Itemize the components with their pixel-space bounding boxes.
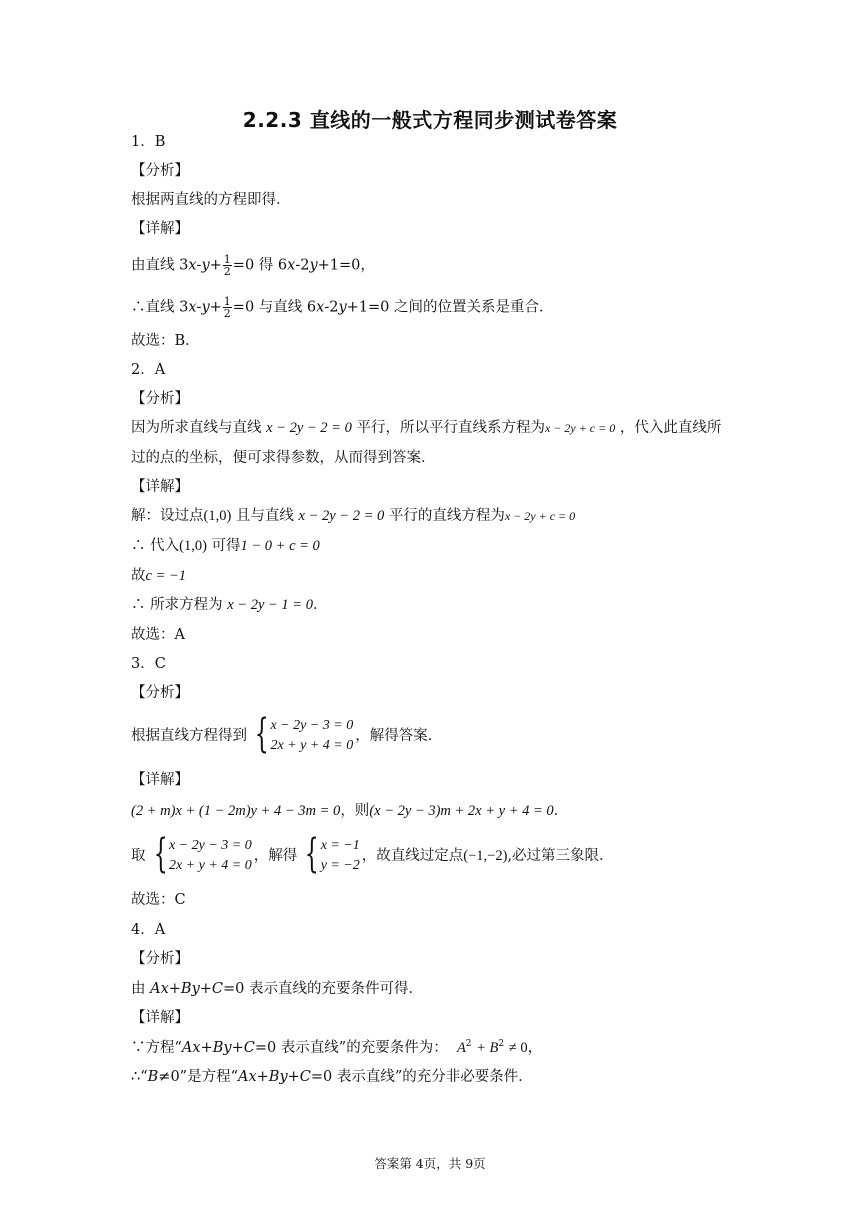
q3-detail-line2: 取 { x − 2y − 3 = 0 2x + y + 4 = 0 ，解得 { x = −1 y = −2 ，故直线过定点(−1,−2),必过第三象限． bbox=[131, 831, 614, 877]
q4-detail-label: 【详解】 bbox=[131, 1010, 189, 1026]
fraction-one-half: $\frac{1}{2}$ bbox=[223, 295, 231, 320]
q2-analysis-line1: 因为所求直线与直线 x − 2y − 2 = 0 平行，所以平行直线系方程为x − 2y + c = 0 ，代入此直线所 bbox=[131, 420, 722, 436]
q1-analysis-text: 根据两直线的方程即得． bbox=[131, 192, 291, 208]
q2-answer: 2．A bbox=[131, 362, 166, 378]
q3-detail-label: 【详解】 bbox=[131, 772, 189, 788]
q4-detail-line2: ∴“B≠0”是方程“Ax+By+C=0 表示直线”的充分非必要条件． bbox=[131, 1069, 533, 1085]
q1-analysis-label: 【分析】 bbox=[131, 163, 189, 179]
q2-detail-line3: 故c = −1 bbox=[131, 568, 187, 584]
page-footer: 答案第 4页，共 9页 bbox=[374, 1156, 486, 1171]
q2-detail-line1: 解：设过点(1,0) 且与直线 x − 2y − 2 = 0 平行的直线方程为x − 2y + c = 0 bbox=[131, 508, 576, 524]
q4-analysis-label: 【分析】 bbox=[131, 951, 189, 967]
q4-analysis-text: 由 Ax+By+C=0 表示直线的充要条件可得． bbox=[131, 981, 423, 997]
q1-choice: 故选：B． bbox=[131, 333, 200, 349]
page-title: 2.2.3 直线的一般式方程同步测试卷答案 bbox=[242, 108, 618, 132]
fraction-one-half: $\frac{1}{2}$ bbox=[223, 253, 231, 278]
q3-analysis-line: 根据直线方程得到 { x − 2y − 3 = 0 2x + y + 4 = 0 ，解得答案． bbox=[131, 711, 443, 757]
q2-analysis-label: 【分析】 bbox=[131, 391, 189, 407]
q2-detail-line4: ∴ 所求方程为 x − 2y − 1 = 0． bbox=[131, 597, 328, 613]
q2-choice: 故选：A bbox=[131, 627, 185, 643]
q2-detail-label: 【详解】 bbox=[131, 479, 189, 495]
q4-answer: 4．A bbox=[131, 922, 166, 938]
solution-system: { x = −1 y = −2 bbox=[304, 831, 360, 877]
equation-system: { x − 2y − 3 = 0 2x + y + 4 = 0 bbox=[254, 711, 354, 757]
q2-analysis-line2: 过的点的坐标，便可求得参数，从而得到答案． bbox=[131, 450, 436, 466]
q3-answer: 3．C bbox=[131, 656, 166, 672]
q3-detail-line1: (2 + m)x + (1 − 2m)y + 4 − 3m = 0，则(x − 2y − 3)m + 2x + y + 4 = 0． bbox=[131, 803, 569, 819]
q1-detail-line2: ∴直线 3x-y+ $\frac{1}{2}$ =0 与直线 6x-2y+1=0 之间的位置关系是重合． bbox=[131, 295, 554, 320]
q3-choice: 故选：C bbox=[131, 892, 186, 908]
q2-detail-line2: ∴ 代入(1,0) 可得1 − 0 + c = 0 bbox=[131, 538, 320, 554]
q3-analysis-label: 【分析】 bbox=[131, 685, 189, 701]
q1-detail-label: 【详解】 bbox=[131, 221, 189, 237]
q1-answer: 1．B bbox=[131, 134, 166, 150]
q4-detail-line1: ∵方程“Ax+By+C=0 表示直线”的充要条件为： $A^2 + B^2 \ne 0$， bbox=[131, 1039, 543, 1056]
equation-system: { x − 2y − 3 = 0 2x + y + 4 = 0 bbox=[153, 831, 252, 877]
q1-detail-line1: 由直线 3x-y+ $\frac{1}{2}$ =0 得 6x-2y+1=0， bbox=[131, 253, 375, 278]
